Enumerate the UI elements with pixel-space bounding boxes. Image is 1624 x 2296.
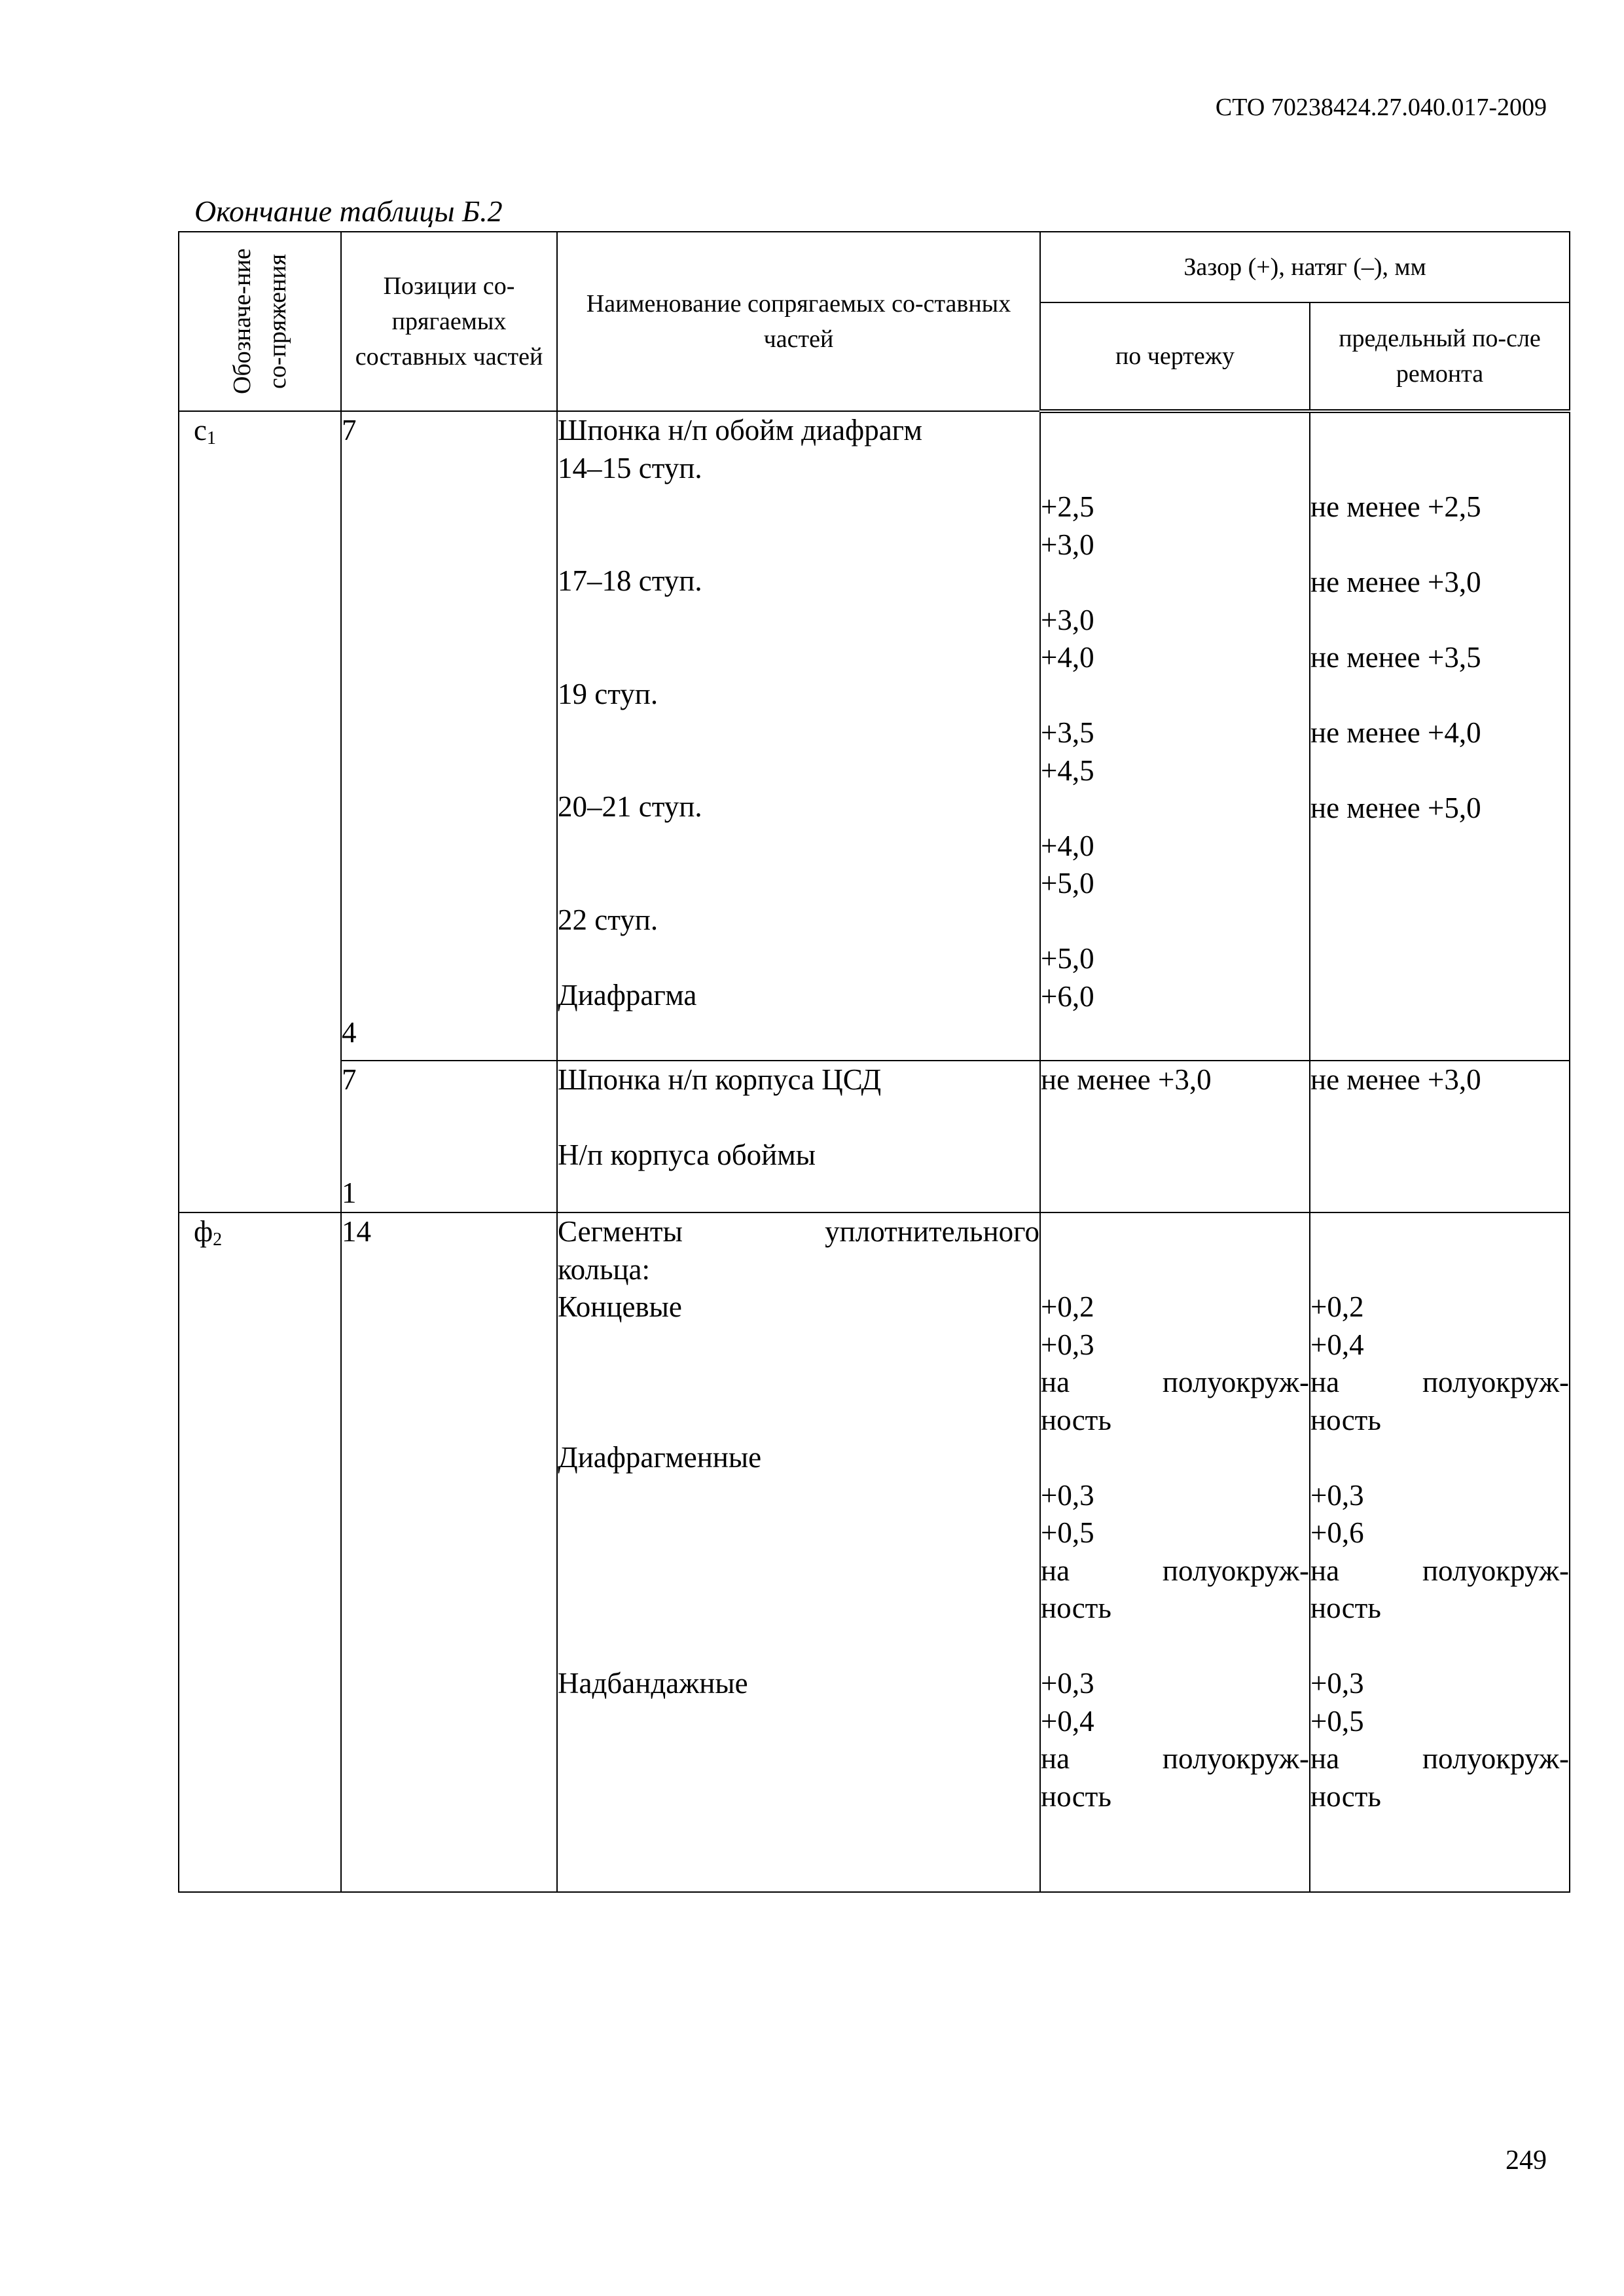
limit-note: ность (1310, 1592, 1381, 1624)
gap-value: +4,0 (1041, 829, 1094, 862)
gap-value: +0,2 (1041, 1290, 1094, 1323)
part-name: Шпонка н/п корпуса ЦСД (558, 1063, 882, 1096)
mating-parts-table (178, 231, 1570, 1893)
part-name: Н/п корпуса обоймы (558, 1139, 816, 1171)
limit-note: на полуокруж- (1310, 1554, 1570, 1587)
limit-note: на полуокруж- (1310, 1742, 1570, 1775)
limit-value: не менее +4,0 (1310, 716, 1481, 749)
gap-value: +3,0 (1041, 603, 1094, 636)
gap-note: ность (1041, 1403, 1111, 1436)
positions-cell-c1a (341, 411, 557, 1061)
gap-value: +4,5 (1041, 754, 1094, 787)
gap-value: +5,0 (1041, 867, 1094, 900)
name-cell-c1a (557, 411, 1040, 1061)
limit-value: не менее +3,0 (1310, 1063, 1481, 1096)
limit-value: +0,3 (1310, 1478, 1364, 1512)
stage-label: 14–15 ступ. (558, 451, 702, 484)
limit-value: не менее +5,0 (1310, 792, 1481, 824)
designation-c1: $с_1$ (194, 414, 216, 448)
stage-label: 20–21 ступ. (558, 790, 702, 823)
position-value: 14 (342, 1215, 371, 1248)
limit-note: ность (1310, 1403, 1381, 1436)
gap-note: на полуокруж- (1041, 1742, 1309, 1775)
limit-value: не менее +3,5 (1310, 641, 1481, 674)
limit-value: не менее +2,5 (1310, 490, 1481, 523)
limit-note: на полуокруж- (1310, 1366, 1570, 1398)
header-gap-group: Зазор (+), натяг (–), мм (1040, 232, 1570, 302)
gap-value: +0,3 (1041, 1478, 1094, 1512)
position-value: 7 (342, 1063, 357, 1096)
table-row (179, 411, 1570, 1061)
limit-cell-f2 (1310, 1212, 1570, 1892)
table-caption: Окончание таблицы Б.2 (194, 194, 503, 228)
limit-value: +0,6 (1310, 1516, 1364, 1549)
gap-value: +5,0 (1041, 942, 1094, 975)
designation-cell-c1 (179, 411, 341, 1212)
segment-type: Надбандажные (558, 1667, 748, 1700)
gap-value: +0,4 (1041, 1704, 1094, 1738)
gap-note: на полуокруж- (1041, 1554, 1309, 1587)
positions-cell-f2 (341, 1212, 557, 1892)
name-cell-f2 (557, 1212, 1040, 1892)
gap-value: +3,0 (1041, 528, 1094, 561)
limit-note: ность (1310, 1779, 1381, 1813)
gap-value: +4,0 (1041, 641, 1094, 674)
header-limit-after-repair: предельный по-сле ремонта (1310, 302, 1570, 411)
position-value: 4 (342, 1016, 357, 1049)
part-name: Сегменты уплотнительного (558, 1215, 1039, 1248)
part-name: Шпонка н/п обойм диафрагм (558, 414, 923, 446)
drawing-cell-c1a (1040, 411, 1310, 1061)
limit-cell-c1b (1310, 1061, 1570, 1212)
table-row (179, 1061, 1570, 1212)
gap-value: +6,0 (1041, 979, 1094, 1013)
positions-cell-c1b (341, 1061, 557, 1212)
header-name: Наименование сопрягаемых со-ставных частей (557, 232, 1040, 411)
part-name: кольца: (558, 1252, 651, 1286)
limit-value: +0,3 (1310, 1667, 1364, 1700)
limit-value: +0,4 (1310, 1328, 1364, 1361)
gap-note: на полуокруж- (1041, 1366, 1309, 1398)
document-code: СТО 70238424.27.040.017-2009 (1215, 94, 1547, 121)
gap-value: +0,3 (1041, 1667, 1094, 1700)
limit-value: +0,5 (1310, 1704, 1364, 1738)
position-value: 1 (342, 1176, 357, 1209)
segment-type: Диафрагменные (558, 1441, 762, 1474)
gap-value: +0,3 (1041, 1328, 1094, 1361)
gap-value: +3,5 (1041, 716, 1094, 749)
header-by-drawing: по чертежу (1040, 302, 1310, 411)
gap-value: не менее +3,0 (1041, 1063, 1212, 1096)
name-cell-c1b (557, 1061, 1040, 1212)
drawing-cell-c1b (1040, 1061, 1310, 1212)
stage-label: 19 ступ. (558, 677, 659, 710)
header-designation (179, 232, 341, 411)
part-name: Диафрагма (558, 978, 697, 1011)
designation-cell-f2 (179, 1212, 341, 1892)
drawing-cell-f2 (1040, 1212, 1310, 1892)
gap-note: ность (1041, 1592, 1111, 1624)
stage-label: 17–18 ступ. (558, 564, 702, 597)
position-value: 7 (342, 414, 357, 446)
gap-note: ность (1041, 1779, 1111, 1813)
gap-value: +2,5 (1041, 490, 1094, 523)
limit-value: +0,2 (1310, 1290, 1364, 1323)
limit-cell-c1a (1310, 411, 1570, 1061)
stage-label: 22 ступ. (558, 903, 659, 936)
header-designation-text: Обозначе-ние со-пряжения (228, 248, 291, 395)
page-number: 249 (1506, 2145, 1547, 2176)
gap-value: +0,5 (1041, 1516, 1094, 1549)
designation-f2: $ф_2$ (194, 1215, 223, 1250)
segment-type: Концевые (558, 1290, 682, 1323)
limit-value: не менее +3,0 (1310, 566, 1481, 598)
table-row (179, 1212, 1570, 1892)
header-positions: Позиции со-прягаемых составных частей (341, 232, 557, 411)
